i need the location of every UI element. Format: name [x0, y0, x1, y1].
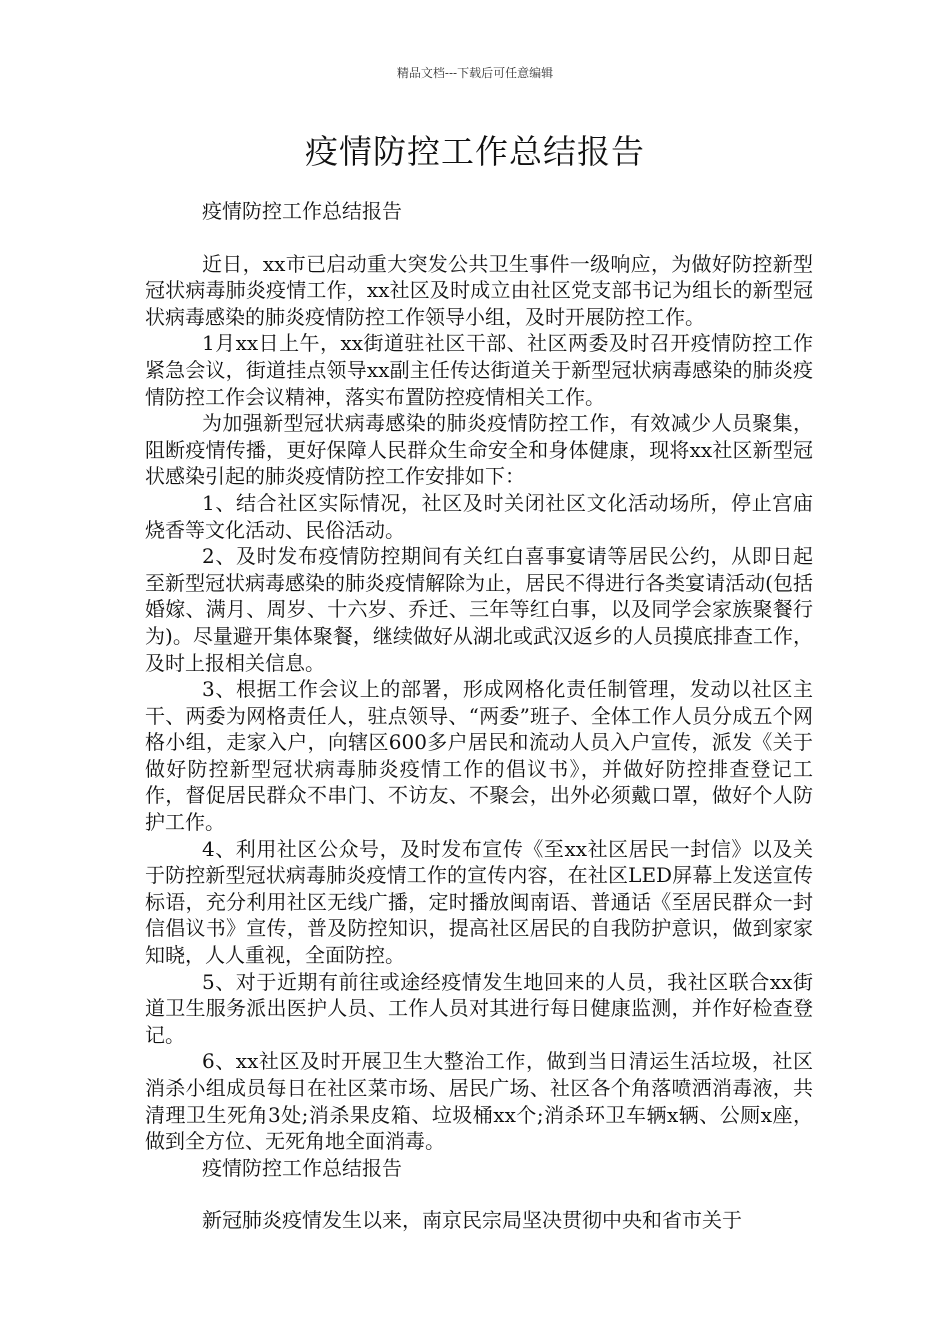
- section-subtitle-2: 疫情防控工作总结报告: [202, 1155, 402, 1180]
- body-paragraph: 3、根据工作会议上的部署，形成网格化责任制管理，发动以社区主干、两委为网格责任人，驻点领导、“两委”班子、全体工作人员分成五个网格小组，走家入户，向辖区600多户居民和流动人员入户宣传，派发《关于做好防控新型冠状病毒肺炎疫情工作的倡议书》，并做好防控排查登记工作，督促居民群众不串门、不访友、不聚会，出外必须戴口罩，做好个人防护工作。: [145, 677, 813, 835]
- body-paragraph: 2、及时发布疫情防控期间有关红白喜事宴请等居民公约，从即日起至新型冠状病毒感染的肺炎疫情解除为止，居民不得进行各类宴请活动(包括婚嫁、满月、周岁、十六岁、乔迁、三年等红白事，以及同学会家族聚餐行为)。尽量避开集体聚餐，继续做好从湖北或武汉返乡的人员摸底排查工作，及时上报相关信息。: [145, 544, 813, 675]
- body-paragraph: 1、结合社区实际情况，社区及时关闭社区文化活动场所，停止宫庙烧香等文化活动、民俗活动。: [145, 490, 813, 542]
- body-paragraph: 6、xx社区及时开展卫生大整治工作，做到当日清运生活垃圾，社区消杀小组成员每日在社区菜市场、居民广场、社区各个角落喷洒消毒液，共清理卫生死角3处;消杀果皮箱、垃圾桶xx个;消杀环卫车辆x辆、公厕x座，做到全方位、无死角地全面消毒。: [145, 1049, 813, 1154]
- document-body: [145, 198, 813, 1234]
- header-note: 精品文档---下载后可任意编辑: [396, 66, 554, 80]
- body-paragraph: 4、利用社区公众号，及时发布宣传《至xx社区居民一封信》以及关于防控新型冠状病毒肺炎疫情工作的宣传内容，在社区LED屏幕上发送宣传标语，充分利用社区无线广播，定时播放闽南语、普通话《至居民群众一封信倡议书》宣传，普及防控知识，提高社区居民的自我防护意识，做到家家知晓，人人重视，全面防控。: [145, 836, 813, 968]
- document-title: 疫情防控工作总结报告: [305, 132, 645, 171]
- body-paragraph: 近日，xx市已启动重大突发公共卫生事件一级响应，为做好防控新型冠状病毒肺炎疫情工作，xx社区及时成立由社区党支部书记为组长的新型冠状病毒感染的肺炎疫情防控工作领导小组，及时开展防控工作。: [145, 251, 813, 329]
- section-subtitle: 疫情防控工作总结报告: [202, 199, 402, 223]
- closing-paragraph: 新冠肺炎疫情发生以来，南京民宗局坚决贯彻中央和省市关于: [202, 1208, 742, 1233]
- body-paragraph: 为加强新型冠状病毒感染的肺炎疫情防控工作，有效减少人员聚集，阻断疫情传播，更好保障人民群众生命安全和身体健康，现将xx社区新型冠状感染引起的肺炎疫情防控工作安排如下：: [145, 411, 813, 489]
- body-paragraph: 1月xx日上午，xx街道驻社区干部、社区两委及时召开疫情防控工作紧急会议，街道挂点领导xx副主任传达街道关于新型冠状病毒感染的肺炎疫情防控工作会议精神，落实布置防控疫情相关工作。: [145, 331, 813, 409]
- body-paragraph: 5、对于近期有前往或途经疫情发生地回来的人员，我社区联合xx街道卫生服务派出医护人员、工作人员对其进行每日健康监测，并作好检查登记。: [145, 969, 813, 1047]
